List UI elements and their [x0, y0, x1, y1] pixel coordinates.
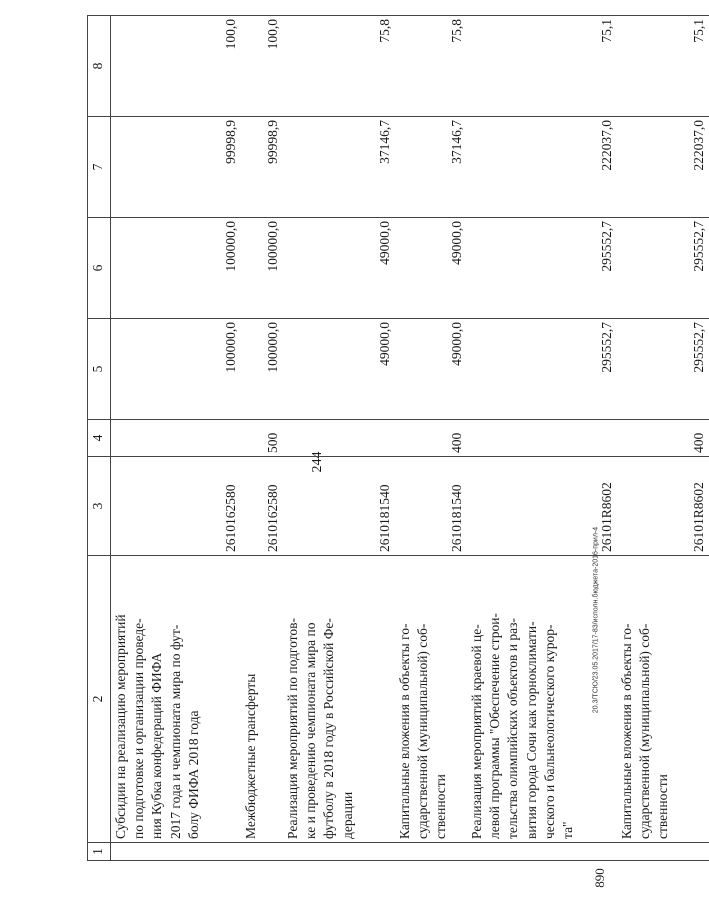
- description-cell: [283, 556, 395, 843]
- description-line: Капитальные вложения в объекты го-: [397, 623, 412, 839]
- description-line: ческого и бальнеологического курор-: [541, 624, 557, 839]
- expense-type-cell: 500: [241, 420, 283, 457]
- table-row: [283, 16, 395, 861]
- column-header-7: 7: [88, 117, 111, 218]
- value-cell-7: 37146,7: [283, 117, 395, 218]
- value-cell-8: 75,1: [617, 16, 709, 117]
- value-cell-6: 295552,7: [467, 218, 617, 319]
- budget-table-container: [87, 19, 706, 861]
- column-header-4: 4: [88, 420, 111, 457]
- expense-type-cell: 400: [395, 420, 467, 457]
- value-cell-7: 222037,0: [467, 117, 617, 218]
- column-header-8: 8: [88, 16, 111, 117]
- row-number-cell: [111, 843, 242, 861]
- value-cell-6: 100000,0: [241, 218, 283, 319]
- value-cell-6: 295552,7: [617, 218, 709, 319]
- column-header-3: 3: [88, 457, 111, 556]
- column-header-6: 6: [88, 218, 111, 319]
- target-article-cell: 2610181540: [395, 457, 467, 556]
- page-number: 244: [310, 451, 325, 473]
- row-number-cell: [395, 843, 467, 861]
- description-line: сударственной (муниципальной) соб-: [637, 623, 653, 839]
- description-line: та": [560, 821, 576, 839]
- table-row: [395, 16, 467, 861]
- description-line: Капитальные вложения в объекты го-: [619, 623, 634, 839]
- value-cell-7: 99998,9: [111, 117, 242, 218]
- description-line: ке и проведению чемпионата мира по: [303, 622, 319, 839]
- value-cell-8: 75,8: [395, 16, 467, 117]
- row-number-cell: [283, 843, 395, 861]
- sheet-number: 890: [592, 868, 607, 888]
- file-path-footer: 20.3/ТСЮ/23.05.2017/17-83/исполн.бюджета-2016-прил-4: [592, 526, 600, 714]
- description-line: по подготовке и организации проведе-: [131, 618, 147, 839]
- expense-type-cell: 400: [617, 420, 709, 457]
- target-article-cell: 26101R8602: [617, 457, 709, 556]
- description-line: сударственной (муниципальной) соб-: [415, 623, 431, 839]
- target-article-cell: 2610162580: [111, 457, 242, 556]
- description-line: болу ФИФА 2018 года: [185, 710, 201, 839]
- target-article-cell: 2610162580: [241, 457, 283, 556]
- value-cell-8: 100,0: [241, 16, 283, 117]
- value-cell-7: 99998,9: [241, 117, 283, 218]
- column-header-2: 2: [88, 556, 111, 843]
- value-cell-5: 295552,7: [467, 319, 617, 420]
- table-row: [467, 16, 617, 861]
- value-cell-7: 222037,0: [617, 117, 709, 218]
- row-number-cell: [467, 843, 617, 861]
- description-line: левой программы "Обеспечение строи-: [487, 613, 503, 839]
- expense-type-cell: [467, 420, 617, 457]
- value-cell-6: 49000,0: [283, 218, 395, 319]
- row-number-cell: [241, 843, 283, 861]
- description-cell: [111, 556, 242, 843]
- column-header-5: 5: [88, 319, 111, 420]
- value-cell-6: 49000,0: [395, 218, 467, 319]
- table-row: [241, 16, 283, 861]
- description-line: дерации: [339, 791, 355, 839]
- expense-type-cell: [111, 420, 242, 457]
- table-row: [617, 16, 709, 861]
- value-cell-8: 75,8: [283, 16, 395, 117]
- description-line: Реализация мероприятий по подготов-: [285, 617, 300, 839]
- description-cell: [617, 556, 709, 843]
- description-line: тельства олимпийских объектов и раз-: [505, 618, 521, 839]
- value-cell-8: 100,0: [111, 16, 242, 117]
- expense-type-cell: [283, 420, 395, 457]
- value-cell-5: 100000,0: [111, 319, 242, 420]
- table-header-row: [88, 16, 111, 861]
- value-cell-5: 49000,0: [395, 319, 467, 420]
- description-line: ственности: [433, 774, 449, 839]
- value-cell-5: 49000,0: [283, 319, 395, 420]
- description-line: Реализация мероприятий краевой це-: [469, 624, 484, 839]
- description-line: ния Кубка конфедераций ФИФА: [149, 652, 165, 839]
- value-cell-7: 37146,7: [395, 117, 467, 218]
- target-article-cell: 2610181540: [283, 457, 395, 556]
- description-line: Субсидии на реализацию мероприятий: [113, 614, 128, 839]
- description-line: 2017 года и чемпионата мира по фут-: [167, 624, 183, 839]
- description-line: ственности: [655, 774, 671, 839]
- description-line: футболу в 2018 году в Российской Фе-: [321, 618, 337, 839]
- budget-table: [87, 15, 709, 861]
- description-cell: [395, 556, 467, 843]
- target-article-cell: 26101R8602: [467, 457, 617, 556]
- value-cell-8: 75,1: [467, 16, 617, 117]
- column-header-1: 1: [88, 843, 111, 861]
- description-cell: [241, 556, 283, 843]
- table-row: [111, 16, 242, 861]
- value-cell-5: 295552,7: [617, 319, 709, 420]
- description-line: Межбюджетные трансферты: [243, 673, 258, 839]
- description-line: вития города Сочи как горноклимати-: [523, 621, 539, 839]
- value-cell-5: 100000,0: [241, 319, 283, 420]
- value-cell-6: 100000,0: [111, 218, 242, 319]
- row-number-cell: [617, 843, 709, 861]
